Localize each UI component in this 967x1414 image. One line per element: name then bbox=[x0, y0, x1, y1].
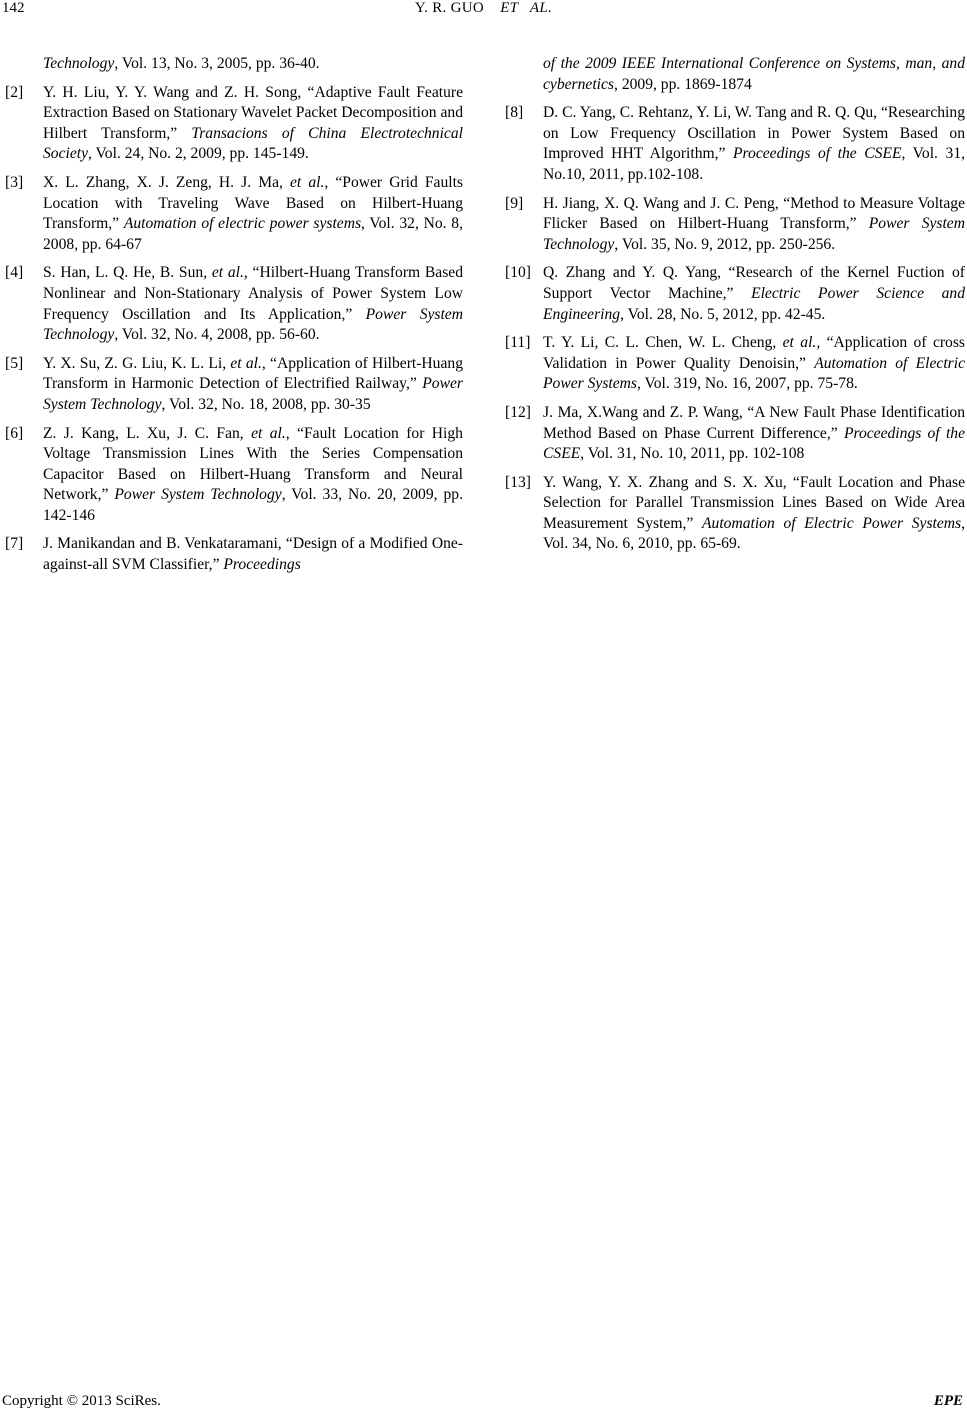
reference-italic-text: Electric Power Science and Engineering bbox=[543, 284, 966, 323]
reference-text: , “Fault Location for High Voltage Transmission Lines With the Series Compensation Capacitor Based on Hilbert-Huang Transform and Neural Network,” bbox=[43, 424, 463, 504]
reference-italic-text: et al., bbox=[782, 334, 821, 352]
reference-entry bbox=[5, 83, 463, 165]
reference-text: “Application of cross Validation in Power Quality Denoisin,” bbox=[543, 334, 965, 372]
running-header-etal: ET AL. bbox=[500, 0, 553, 16]
reference-text: S. Han, L. Q. He, B. Sun, bbox=[43, 264, 212, 282]
reference-italic-text: Power System Technology bbox=[43, 305, 463, 344]
reference-text: , “Application of Hilbert-Huang Transform in Harmonic Detection of Electrified Railway,” bbox=[43, 354, 463, 393]
reference-number: [7] bbox=[5, 535, 24, 553]
reference-italic-text: Technology bbox=[43, 55, 115, 72]
reference-italic-text: Automation of Electric Power Systems bbox=[543, 354, 965, 393]
reference-italic-text: of the 2009 IEEE International Conference on Systems, man, and cybernetics bbox=[543, 55, 965, 93]
reference-number: [11] bbox=[505, 334, 531, 352]
reference-text: X. L. Zhang, X. J. Zeng, H. J. Ma, bbox=[43, 173, 290, 191]
reference-text: Y. H. Liu, Y. Y. Wang and Z. H. Song, “Adaptive Fault Feature Extraction Based on Stationary Wavelet Packet Decomposition and Hilbert Transform,” bbox=[43, 83, 463, 142]
copyright-footer: Copyright © 2013 SciRes. bbox=[2, 1393, 161, 1409]
reference-text: , Vol. 32, No. 18, 2008, pp. 30-35 bbox=[161, 395, 371, 413]
reference-text: J. Manikandan and B. Venkataramani, “Design of a Modified One-against-all SVM Classifier,” bbox=[43, 535, 463, 574]
reference-text: , Vol. 28, No. 5, 2012, pp. 42-45. bbox=[620, 305, 826, 323]
reference-number: [4] bbox=[5, 264, 24, 282]
reference-text: , Vol. 32, No. 4, 2008, pp. 56-60. bbox=[114, 326, 320, 344]
reference-italic-text: Power System Technology bbox=[543, 215, 965, 253]
reference-italic-text: Power System Technology bbox=[43, 375, 463, 413]
reference-italic-text: Proceedings of the CSEE bbox=[733, 145, 902, 163]
reference-text: , Vol. 319, No. 16, 2007, pp. 75-78. bbox=[636, 375, 858, 393]
reference-text: , 2009, pp. 1869-1874 bbox=[614, 75, 752, 93]
reference-text: Z. J. Kang, L. Xu, J. C. Fan, bbox=[43, 424, 252, 442]
reference-italic-text: et al. bbox=[289, 173, 325, 191]
page-number: 142 bbox=[2, 0, 25, 16]
running-header-authors: Y. R. GUO bbox=[414, 0, 485, 16]
reference-italic-text: Transacions of China Electrotechnical Society bbox=[43, 124, 463, 163]
reference-text: , “Power Grid Faults Location with Traveling Wave Based on Hilbert-Huang Transform,” bbox=[43, 173, 463, 233]
reference-italic-text: Power System Technology bbox=[114, 486, 282, 504]
reference-entry bbox=[505, 473, 965, 555]
reference-text: J. Ma, X.Wang and Z. P. Wang, “A New Fault Phase Identification Method Based on Phase Current Difference,” bbox=[543, 403, 965, 442]
reference-text: , Vol. 34, No. 6, 2010, pp. 65-69. bbox=[543, 514, 966, 553]
reference-number: [12] bbox=[505, 403, 531, 421]
reference-entry bbox=[5, 424, 463, 527]
reference-continuation bbox=[5, 54, 463, 75]
reference-italic-text: et al. bbox=[251, 424, 286, 442]
reference-entry bbox=[505, 403, 965, 465]
reference-number: [9] bbox=[505, 194, 524, 212]
reference-text: D. C. Yang, C. Rehtanz, Y. Li, W. Tang and R. Q. Qu, “Researching on Low Frequency Oscillation in Power System Based on Improved HHT Algorithm,” bbox=[543, 104, 965, 163]
journal-abbreviation: EPE bbox=[933, 1393, 963, 1409]
reference-entry bbox=[5, 263, 463, 345]
reference-number: [5] bbox=[5, 354, 24, 372]
reference-entry bbox=[505, 263, 965, 325]
reference-column-right bbox=[505, 54, 965, 563]
reference-text: Y. Wang, Y. X. Zhang and S. X. Xu, “Fault Location and Phase Selection for Parallel Transmission Lines Based on Wide Area Measurement System,” bbox=[543, 473, 965, 532]
reference-text: , Vol. 32, No. 8, 2008, pp. 64-67 bbox=[43, 215, 463, 253]
running-header bbox=[0, 0, 967, 17]
reference-number: [6] bbox=[5, 424, 24, 442]
reference-text: T. Y. Li, C. L. Chen, W. L. Cheng, bbox=[543, 334, 783, 352]
reference-entry bbox=[505, 333, 965, 395]
reference-entry bbox=[5, 354, 463, 416]
reference-text: , Vol. 31, No. 10, 2011, pp. 102-108 bbox=[580, 445, 805, 463]
reference-italic-text: Automation of electric power systems bbox=[123, 215, 362, 233]
reference-italic-text: Proceedings of the CSEE bbox=[543, 424, 965, 463]
reference-text: , Vol. 13, No. 3, 2005, pp. 36-40. bbox=[114, 55, 320, 72]
reference-text: H. Jiang, X. Q. Wang and J. C. Peng, “Method to Measure Voltage Flicker Based on Hilbert-Huang Transform,” bbox=[543, 194, 965, 233]
reference-number: [2] bbox=[5, 83, 24, 101]
reference-number: [10] bbox=[505, 264, 531, 282]
reference-number: [8] bbox=[505, 104, 524, 122]
reference-text: Q. Zhang and Y. Q. Yang, “Research of the Kernel Fuction of Support Vector Machine,” bbox=[543, 264, 965, 302]
reference-column-left bbox=[5, 54, 463, 584]
reference-entry bbox=[505, 194, 965, 256]
reference-text: , “Hilbert-Huang Transform Based Nonlinear and Non-Stationary Analysis of Power System Low Frequency Oscillation and Its Application,” bbox=[43, 264, 463, 323]
reference-entry bbox=[5, 173, 463, 255]
reference-entry bbox=[5, 534, 463, 575]
reference-text: , Vol. 33, No. 20, 2009, pp. 142-146 bbox=[43, 486, 464, 524]
reference-text: , Vol. 35, No. 9, 2012, pp. 250-256. bbox=[614, 235, 836, 253]
reference-number: [13] bbox=[505, 473, 531, 491]
reference-entry bbox=[505, 103, 965, 185]
reference-italic-text: et al. bbox=[211, 264, 244, 282]
reference-number: [3] bbox=[5, 173, 24, 191]
reference-text: , Vol. 24, No. 2, 2009, pp. 145-149. bbox=[88, 145, 309, 163]
reference-text: , Vol. 31, No.10, 2011, pp.102-108. bbox=[543, 145, 966, 183]
reference-text: Y. X. Su, Z. G. Liu, K. L. Li, bbox=[43, 354, 231, 372]
reference-italic-text: Proceedings bbox=[223, 556, 301, 574]
reference-italic-text: Automation of Electric Power Systems bbox=[702, 514, 962, 532]
reference-continuation bbox=[505, 54, 965, 95]
reference-italic-text: et al. bbox=[230, 354, 262, 372]
